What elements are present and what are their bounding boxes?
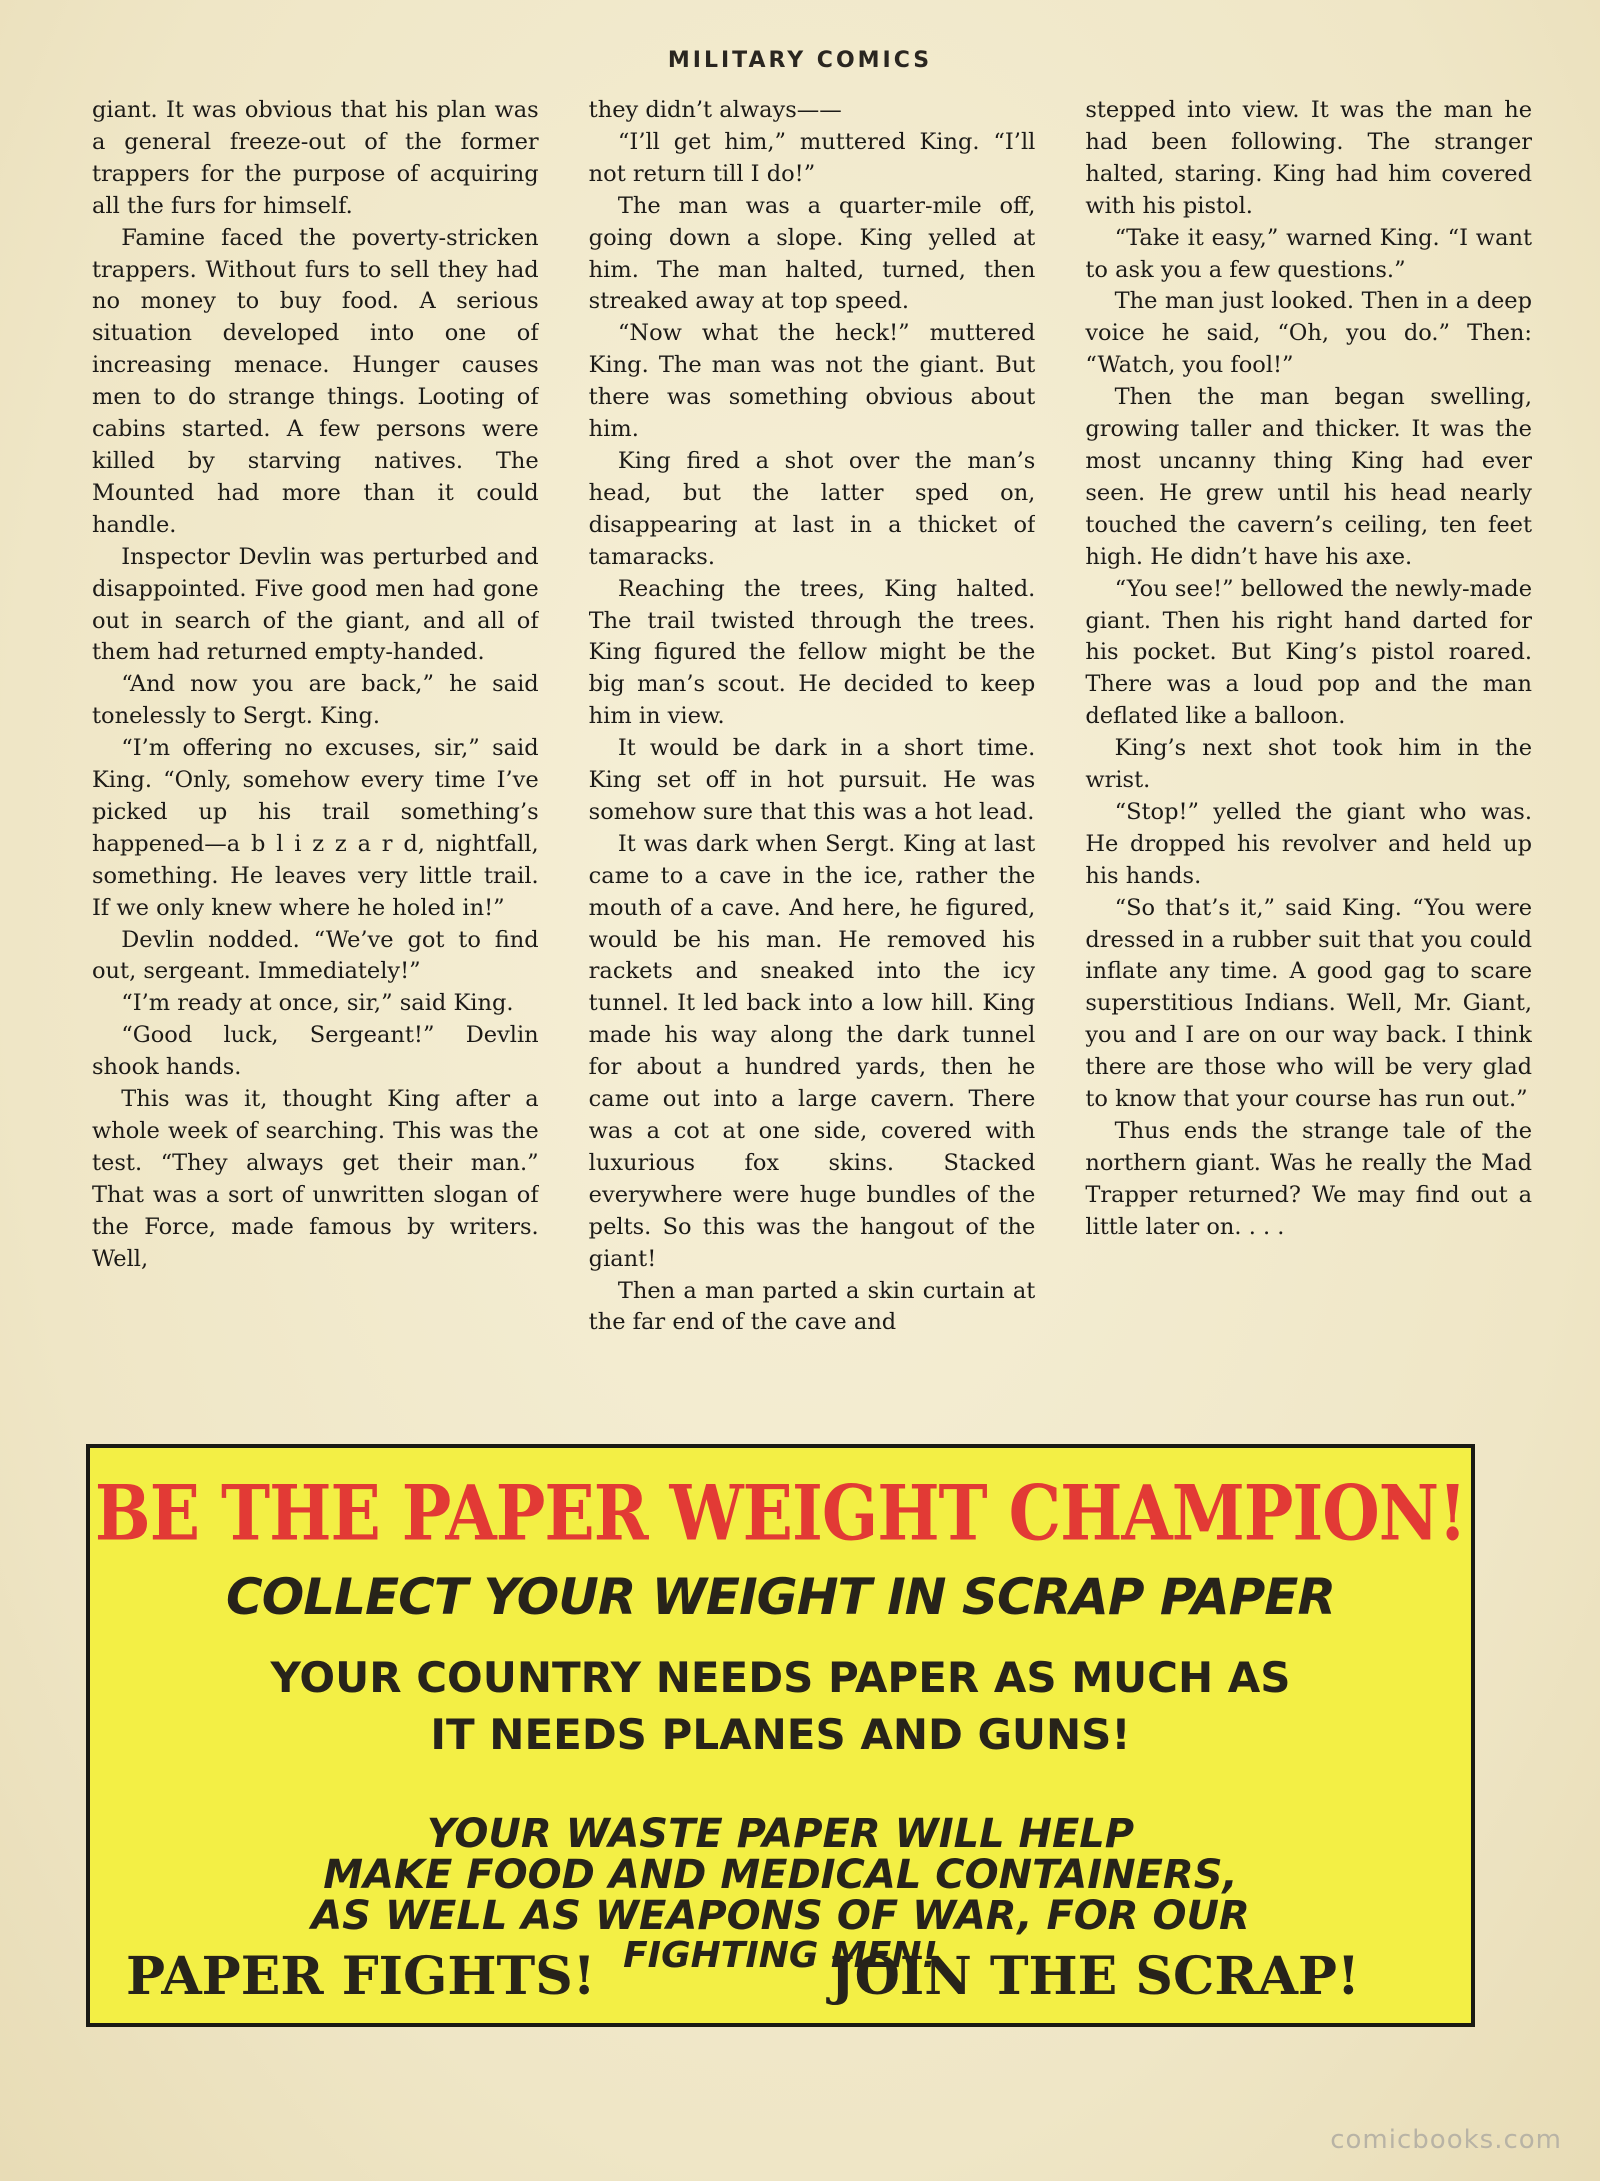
story-paragraph: King fired a shot over the man’s head, but the latter sped on, disappearing at last in a thicket of tamaracks. — [588, 447, 1036, 570]
site-watermark: comicbooks.com — [1330, 2125, 1562, 2155]
ad-subhead: COLLECT YOUR WEIGHT IN SCRAP PAPER — [226, 1568, 1335, 1626]
story-paragraph: “And now you are back,” he said tonelessly to Sergt. King. — [92, 671, 539, 730]
ad-headline: BE THE PAPER WEIGHT CHAMPION! — [94, 1468, 1467, 1558]
page-header: MILITARY COMICS — [667, 48, 933, 73]
story-paragraph: “Take it easy,” warned King. “I want to ask you a few questions.” — [1085, 224, 1533, 283]
ad-body-1: YOUR WASTE PAPER WILL HELP — [426, 1811, 1135, 1857]
ad-body-3: AS WELL AS WEAPONS OF WAR, FOR OUR — [311, 1893, 1250, 1939]
ad-line-1: YOUR COUNTRY NEEDS PAPER AS MUCH AS — [270, 1653, 1291, 1702]
ad-slogan-left: PAPER FIGHTS! — [126, 1946, 596, 2007]
ad-body-2: MAKE FOOD AND MEDICAL CONTAINERS, — [323, 1852, 1238, 1898]
story-paragraph: Reaching the trees, King halted. The trail twisted through the trees. King figured the fellow might be the big man’s scout. He decided to keep him in view. — [588, 575, 1036, 730]
story-paragraph: “Good luck, Sergeant!” Devlin shook hands. — [92, 1022, 539, 1081]
scrap-paper-ad — [86, 1444, 1475, 2027]
story-paragraph: King’s next shot took him in the wrist. — [1085, 735, 1533, 794]
story-column-1 — [92, 95, 539, 1400]
story-columns — [92, 95, 1532, 1400]
story-paragraph: It would be dark in a short time. King set off in hot pursuit. He was somehow sure that this was a hot lead. — [588, 735, 1036, 825]
story-paragraph: “I’ll get him,” muttered King. “I’ll not return till I do!” — [588, 128, 1036, 187]
ad-slogan-right: JOIN THE SCRAP! — [830, 1946, 1360, 2007]
story-paragraph: Inspector Devlin was perturbed and disappointed. Five good men had gone out in search of the giant, and all of them had returned empty-handed. — [92, 543, 539, 666]
story-paragraph: Then the man began swelling, growing taller and thicker. It was the most uncanny thing King had ever seen. He grew until his head nearly touched the cavern’s ceiling, ten feet high. He didn’t have his axe. — [1085, 384, 1533, 570]
ad-body-4: FIGHTING MEN! — [623, 1935, 938, 1976]
story-paragraph: stepped into view. It was the man he had been following. The stranger halted, staring. King had him covered with his pistol. — [1085, 97, 1533, 219]
story-column-2 — [589, 95, 1036, 1400]
story-paragraph: “You see!” bellowed the newly-made giant. Then his right hand darted for his pocket. But King’s pistol roared. There was a loud pop and the man deflated like a balloon. — [1085, 575, 1533, 730]
story-column-3 — [1085, 95, 1532, 1400]
story-paragraph: “Now what the heck!” muttered King. The man was not the giant. But there was something obvious about him. — [588, 320, 1036, 443]
ad-line-2: IT NEEDS PLANES AND GUNS! — [430, 1710, 1131, 1759]
story-paragraph: This was it, thought King after a whole week of searching. This was the test. “They always get their man.” That was a sort of unwritten slogan of the Force, made famous by writers. Well, — [92, 1086, 539, 1272]
story-paragraph: Devlin nodded. “We’ve got to find out, sergeant. Immediately!” — [92, 926, 539, 985]
story-paragraph: Then a man parted a skin curtain at the far end of the cave and — [588, 1277, 1036, 1336]
story-paragraph: It was dark when Sergt. King at last came to a cave in the ice, rather the mouth of a cave. And here, he figured, would be his man. He removed his rackets and sneaked into the icy tunnel. It led back into a low hill. King made his way along the dark tunnel for about a hundred yards, then he came out into a large cavern. There was a cot at one side, covered with luxurious fox skins. Stacked everywhere were huge bundles of the pelts. So this was the hangout of the giant! — [588, 830, 1036, 1272]
story-paragraph: The man was a quarter-mile off, going down a slope. King yelled at him. The man halted, turned, then streaked away at top speed. — [588, 192, 1036, 315]
story-paragraph: Thus ends the strange tale of the northern giant. Was he really the Mad Trapper returned? We may find out a little later on. . . . — [1085, 1118, 1533, 1240]
story-paragraph: they didn’t always—— — [588, 97, 842, 123]
story-paragraph: “Stop!” yelled the giant who was. He dropped his revolver and held up his hands. — [1085, 798, 1533, 889]
story-paragraph: “So that’s it,” said King. “You were dressed in a rubber suit that you could inflate any time. A good gag to scare superstitious Indians. Well, Mr. Giant, you and I are on our way back. I think there are those who will be very glad to know that your course has run out.” — [1085, 894, 1533, 1113]
story-paragraph: The man just looked. Then in a deep voice he said, “Oh, you do.” Then: “Watch, you fool!” — [1085, 288, 1533, 379]
story-paragraph: “I’m ready at once, sir,” said King. — [121, 990, 514, 1017]
story-paragraph: Famine faced the poverty-stricken trappers. Without furs to sell they had no money to buy food. A serious situation developed into one of increasing menace. Hunger causes men to do strange things. Looting of cabins started. A few persons were killed by starving natives. The Mounted had more than it could handle. — [92, 224, 539, 538]
story-paragraph: giant. It was obvious that his plan was a general freeze-out of the former trappers for the purpose of acquiring all the furs for himself. — [92, 97, 539, 219]
story-paragraph: “I’m offering no excuses, sir,” said King. “Only, somehow every time I’ve picked up his trail something’s happened—a b l i z z a r d, nightfall, something. He leaves very little trail. If we only knew where he holed in!” — [92, 735, 539, 921]
